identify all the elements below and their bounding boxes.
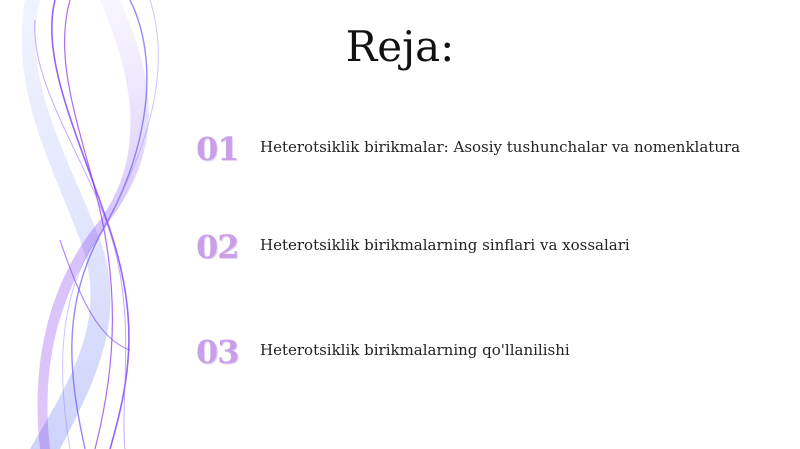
agenda-item-number: 01 xyxy=(196,130,239,168)
agenda-item-text: Heterotsiklik birikmalar: Asosiy tushunchalar va nomenklatura xyxy=(260,138,741,156)
agenda-item-1 xyxy=(196,130,786,180)
agenda-item-2 xyxy=(196,228,786,278)
agenda-item-3 xyxy=(196,333,786,383)
agenda-item-number: 03 xyxy=(196,333,239,371)
agenda-item-text: Heterotsiklik birikmalarning qo'llanilishi xyxy=(260,341,570,359)
agenda-item-text: Heterotsiklik birikmalarning sinflari va xossalari xyxy=(260,236,630,254)
slide-title: Reja: xyxy=(345,22,455,71)
agenda-item-number: 02 xyxy=(196,228,239,266)
decorative-wave-graphic xyxy=(0,0,220,449)
